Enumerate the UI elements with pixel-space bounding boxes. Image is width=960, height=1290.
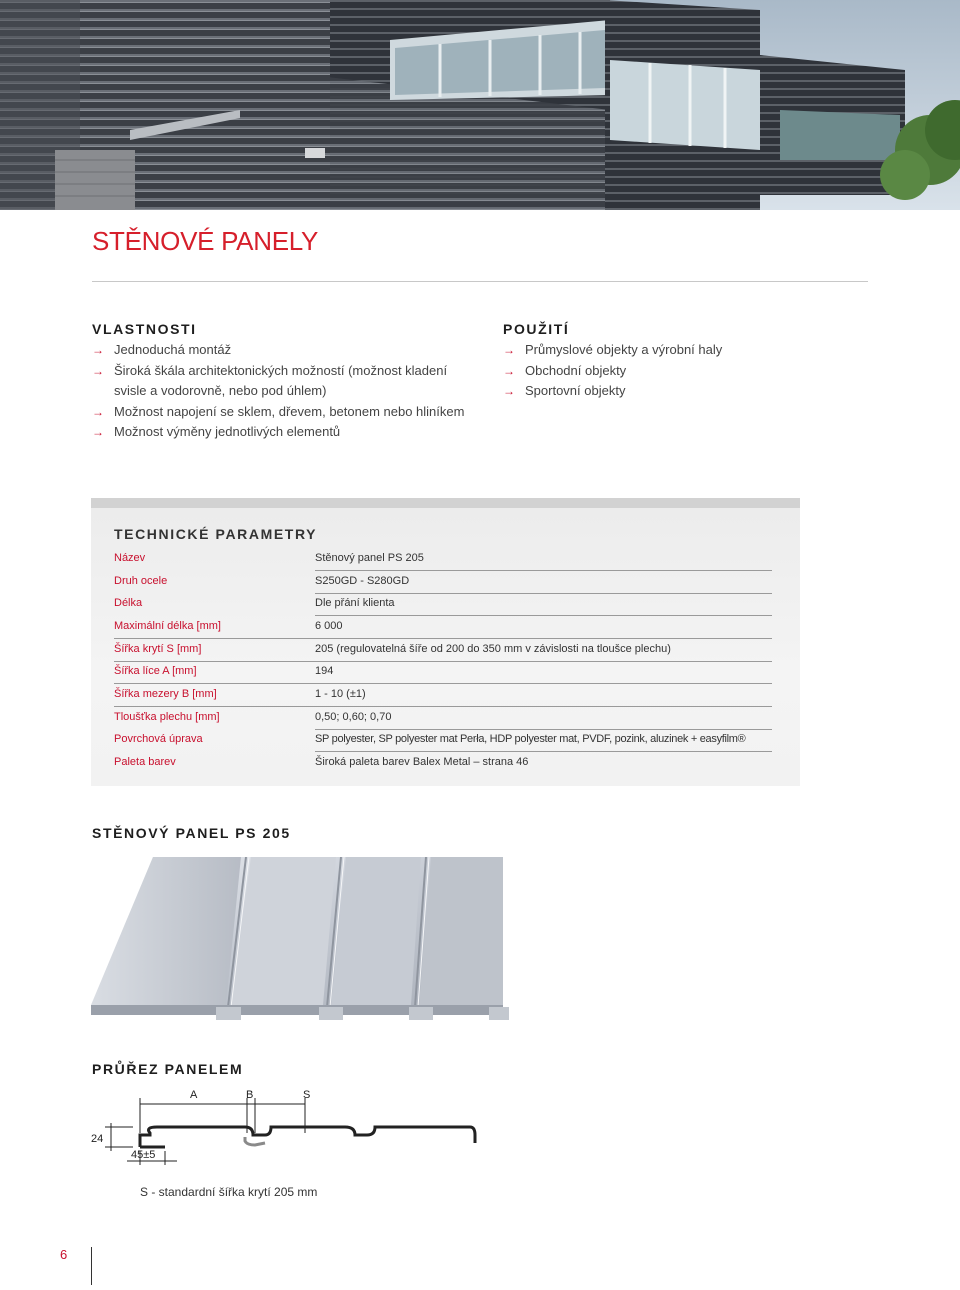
row-divider [315,751,772,752]
table-row [114,662,772,684]
table-row [114,685,772,707]
list-item-continuation: svisle a vodorovně, nebo pod úhlem) [114,383,327,398]
row-label: Šířka krytí S [mm] [114,643,202,655]
row-divider [315,570,772,571]
row-divider [114,683,772,684]
panel-product-image [91,857,511,1022]
label-a: A [190,1089,198,1101]
page-number: 6 [60,1247,68,1262]
label-s: S [303,1089,311,1101]
list-item: → Obchodní objekty [503,361,863,382]
list-item: → Možnost napojení se sklem, dřevem, betonem nebo hliníkem [92,402,492,423]
row-value: Široká paleta barev Balex Metal – strana 46 [315,756,529,768]
arrow-right-icon: → [92,343,104,357]
table-row [114,572,772,594]
arrow-right-icon: → [503,384,515,398]
row-label: Šířka mezery B [mm] [114,688,217,700]
table-row [114,730,772,752]
list-item: → Možnost výměny jednotlivých elementů [92,422,492,443]
table-row [114,640,772,662]
row-label: Maximální délka [mm] [114,620,221,632]
row-value: 0,50; 0,60; 0,70 [315,711,392,723]
row-value: 1 - 10 (±1) [315,688,366,700]
table-row [114,594,772,616]
row-label: Paleta barev [114,756,176,768]
table-row [114,708,772,730]
row-divider [114,638,772,639]
row-value: 6 000 [315,620,343,632]
row-divider [114,706,772,707]
row-label: Název [114,552,146,564]
row-label: Délka [114,597,143,609]
row-value: Stěnový panel PS 205 [315,552,424,564]
row-value: 205 (regulovatelná šíře od 200 do 350 mm v závislosti na tloušce plechu) [315,643,671,655]
cross-section-heading: PRŮŘEZ PANELEM [92,1061,244,1077]
page-title: STĚNOVÉ PANELY [92,226,319,256]
panel-illustration [91,857,511,1022]
vlastnosti-heading: VLASTNOSTI [92,321,197,337]
cross-section-note: S - standardní šířka krytí 205 mm [140,1185,318,1199]
list-item: → Jednoduchá montáž [92,340,492,361]
vlastnosti-list [92,340,492,443]
table-row [114,549,772,571]
building-photo [0,0,960,210]
row-label: Povrchová úprava [114,733,203,745]
row-label: Druh ocele [114,575,168,587]
row-value: 194 [315,665,334,677]
arrow-right-icon: → [92,425,104,439]
label-b: B [246,1089,254,1101]
arrow-right-icon: → [92,404,104,419]
list-item: → Široká škála architektonických možností (možnost kladení [92,361,492,382]
panel-section-heading: STĚNOVÝ PANEL PS 205 [92,825,291,841]
dim-height: 24 [91,1133,104,1145]
cross-section-diagram [85,1085,485,1165]
list-item: → Sportovní objekty [503,381,863,402]
row-divider [315,615,772,616]
arrow-right-icon: → [92,363,104,378]
row-value: S250GD - S280GD [315,575,410,587]
technical-parameters-heading: TECHNICKÉ PARAMETRY [114,526,318,542]
title-divider [92,281,868,282]
row-value: Dle přání klienta [315,597,395,609]
pouziti-heading: POUŽITÍ [503,321,570,337]
list-item: → Průmyslové objekty a výrobní haly [503,340,863,361]
row-value: SP polyester, SP polyester mat Perła, HDP polyester mat, PVDF, pozink, aluzinek + easyfilm® [315,733,746,745]
table-row [114,753,772,775]
page-number-divider [91,1247,92,1285]
building-facade-illustration [0,0,960,210]
row-label: Šířka líce A [mm] [114,665,197,677]
arrow-right-icon: → [503,343,515,357]
arrow-right-icon: → [503,363,515,378]
pouziti-list [503,340,863,402]
table-row [114,617,772,639]
row-label: Tloušťka plechu [mm] [114,711,220,723]
dim-width: 45±5 [131,1149,156,1161]
cross-section-drawing [85,1085,485,1165]
